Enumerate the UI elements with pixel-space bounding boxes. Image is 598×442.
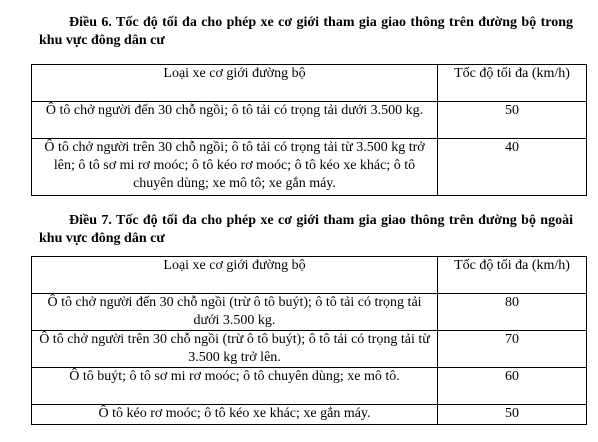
table-row: [32, 331, 587, 368]
header-max-speed: Tốc độ tối đa (km/h): [438, 65, 587, 102]
speed-cell: 40: [438, 139, 587, 196]
article-6-speed-table: [31, 64, 587, 196]
article-6-heading: [39, 14, 573, 50]
table-row: [32, 139, 587, 196]
vehicle-type-cell: Ô tô chở người đến 30 chỗ ngồi; ô tô tải có trọng tải dưới 3.500 kg.: [32, 102, 438, 139]
header-vehicle-type: Loại xe cơ giới đường bộ: [32, 65, 438, 102]
speed-cell: 50: [438, 405, 587, 425]
speed-cell: 60: [438, 368, 587, 405]
header-vehicle-type: Loại xe cơ giới đường bộ: [32, 257, 438, 294]
article-6-title: Điều 6. Tốc độ tối đa cho phép xe cơ giới tham gia giao thông trên đường bộ trong khu vực đông dân cư: [39, 15, 573, 48]
vehicle-type-cell: Ô tô chở người trên 30 chỗ ngồi; ô tô tải có trọng tải từ 3.500 kg trở lên; ô tô sơ mi rơ moóc; ô tô kéo rơ moóc; ô tô kéo xe khác; ô tô chuyên dùng; xe mô tô; xe gắn máy.: [32, 139, 438, 196]
article-7-heading: [39, 212, 573, 248]
table-row: [32, 294, 587, 331]
table-header-row: [32, 257, 587, 294]
vehicle-type-cell: Ô tô chở người trên 30 chỗ ngồi (trừ ô tô buýt); ô tô tải có trọng tải từ 3.500 kg trở lên.: [32, 331, 438, 368]
vehicle-type-cell: Ô tô chở người đến 30 chỗ ngồi (trừ ô tô buýt); ô tô tải có trọng tải dưới 3.500 kg.: [32, 294, 438, 331]
speed-cell: 50: [438, 102, 587, 139]
table-row: [32, 405, 587, 425]
header-max-speed: Tốc độ tối đa (km/h): [438, 257, 587, 294]
speed-cell: 70: [438, 331, 587, 368]
vehicle-type-cell: Ô tô kéo rơ moóc; ô tô kéo xe khác; xe gắn máy.: [32, 405, 438, 425]
table-row: [32, 102, 587, 139]
vehicle-type-cell: Ô tô buýt; ô tô sơ mi rơ moóc; ô tô chuyên dùng; xe mô tô.: [32, 368, 438, 405]
table-header-row: [32, 65, 587, 102]
article-7-speed-table: [31, 256, 587, 425]
article-7-title: Điều 7. Tốc độ tối đa cho phép xe cơ giới tham gia giao thông trên đường bộ ngoài khu vực đông dân cư: [39, 213, 573, 246]
table-row: [32, 368, 587, 405]
speed-cell: 80: [438, 294, 587, 331]
